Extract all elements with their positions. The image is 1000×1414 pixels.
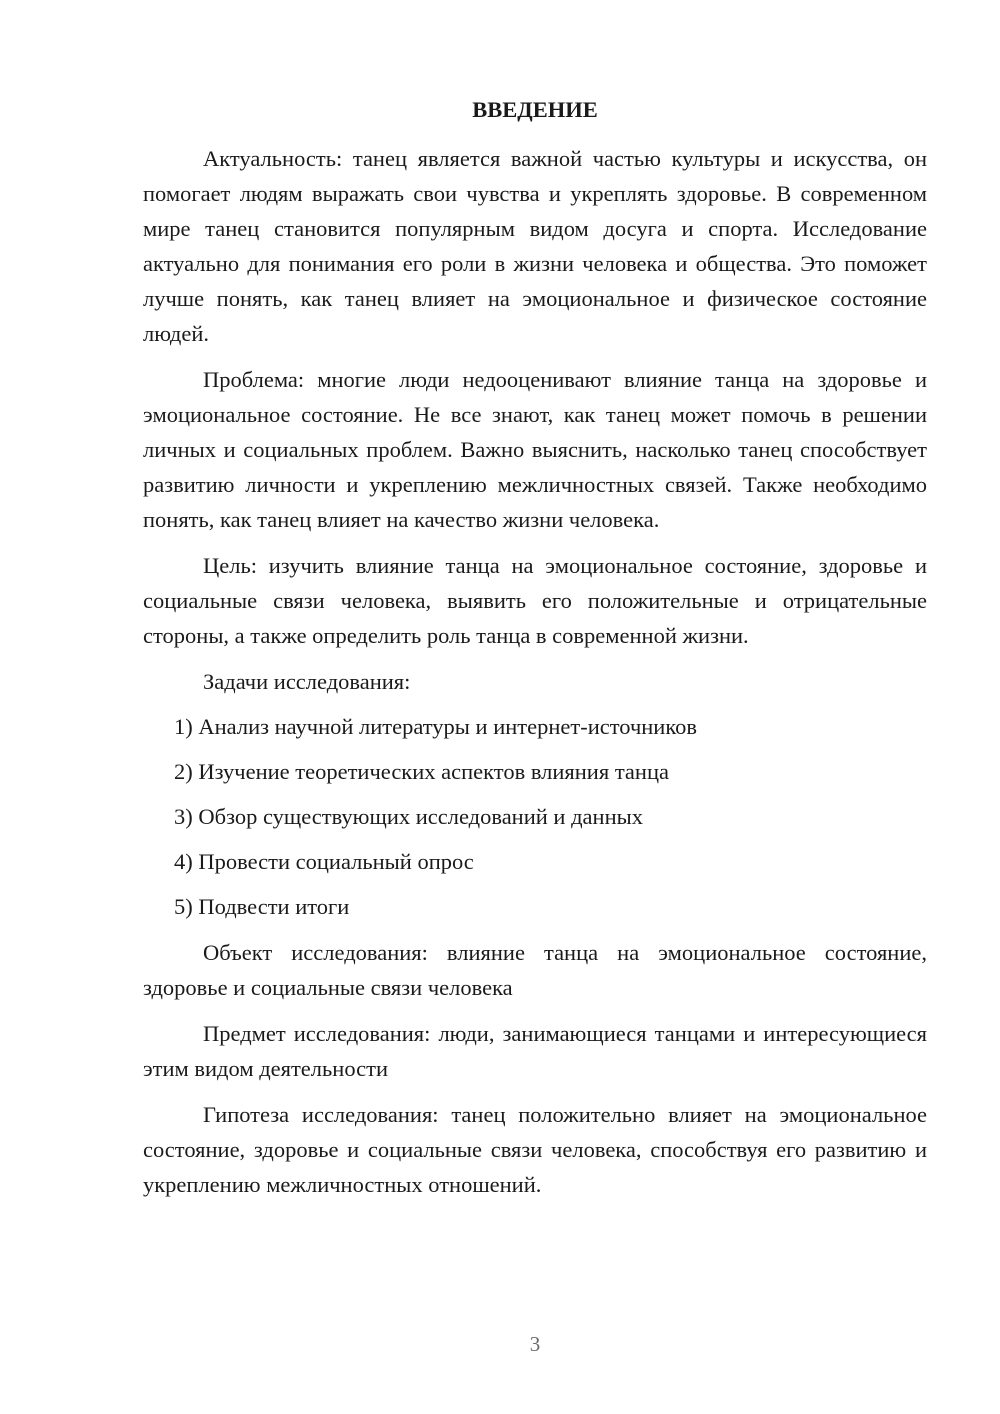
paragraph-object: Объект исследования: влияние танца на эмоциональное состояние, здоровье и социальные связи человека [143,940,927,1000]
task-item: 4) Провести социальный опрос [174,849,474,874]
tasks-heading: Задачи исследования: [203,669,411,694]
paragraph-problem: Проблема: многие люди недооценивают влияние танца на здоровье и эмоциональное состояние. Не все знают, как танец может помочь в решении личных и социальных проблем. Важно выяснить, насколько танец способствует развитию личности и укреплению межличностных связей. Также необходимо понять, как танец влияет на качество жизни человека. [143,367,927,532]
page-number: 3 [529,1332,541,1356]
task-item: 2) Изучение теоретических аспектов влияния танца [174,759,669,784]
task-item: 1) Анализ научной литературы и интернет-источников [174,714,698,739]
paragraph-goal: Цель: изучить влияние танца на эмоциональное состояние, здоровье и социальные связи человека, выявить его положительные и отрицательные стороны, а также определить роль танца в современной жизни. [143,553,927,648]
task-item: 3) Обзор существующих исследований и данных [174,804,643,829]
section-title: ВВЕДЕНИЕ [472,97,598,122]
document-page [143,95,927,1213]
paragraph-relevance: Актуальность: танец является важной частью культуры и искусства, он помогает людям выражать свои чувства и укреплять здоровье. В современном мире танец становится популярным видом досуга и спорта. Исследование актуально для понимания его роли в жизни человека и общества. Это поможет лучше понять, как танец влияет на эмоциональное и физическое состояние людей. [143,146,927,346]
tasks-list [143,709,927,924]
task-item: 5) Подвести итоги [174,894,350,919]
paragraph-subject: Предмет исследования: люди, занимающиеся танцами и интересующиеся этим видом деятельности [143,1021,927,1081]
paragraph-hypothesis: Гипотеза исследования: танец положительно влияет на эмоциональное состояние, здоровье и социальные связи человека, способствуя его развитию и укреплению межличностных отношений. [143,1102,927,1197]
